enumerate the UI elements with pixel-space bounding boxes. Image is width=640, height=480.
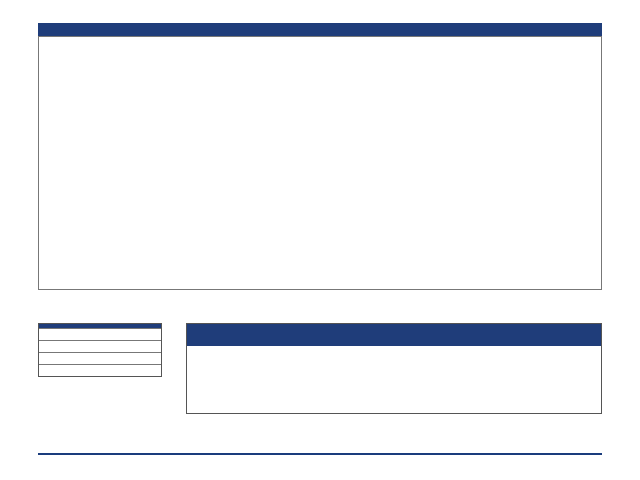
metric-row: [39, 328, 161, 340]
footer-stripe: [38, 453, 602, 455]
thermocouple-table: [38, 36, 602, 290]
tc-table-title: [38, 23, 602, 36]
metric-conversion-table: [38, 323, 162, 377]
metric-row: [39, 364, 161, 376]
factors-title: [187, 324, 601, 346]
metric-row: [39, 340, 161, 352]
metric-row: [39, 352, 161, 364]
si-factors-table: [186, 323, 602, 414]
